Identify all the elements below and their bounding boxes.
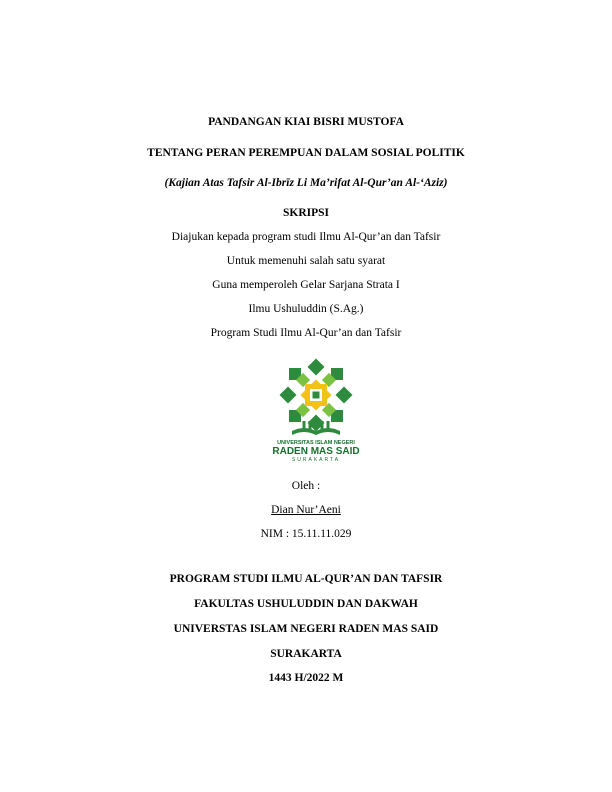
university-logo xyxy=(262,355,370,463)
purpose-line-3: Guna memperoleh Gelar Sarjana Strata I xyxy=(212,279,400,291)
university-name: UNIVERSTAS ISLAM NEGERI RADEN MAS SAID xyxy=(173,623,439,635)
purpose-line-5: Program Studi Ilmu Al-Qur’an dan Tafsir xyxy=(210,327,402,339)
purpose-line-1: Diajukan kepada program studi Ilmu Al-Qur’an dan Tafsir xyxy=(171,231,441,243)
by-label: Oleh : xyxy=(291,480,321,492)
logo-text-2: RADEN MAS SAID xyxy=(272,446,360,457)
logo-text-3: SURAKARTA xyxy=(291,457,341,463)
faculty-name: FAKULTAS USHULUDDIN DAN DAKWAH xyxy=(194,598,418,610)
star-emblem-icon xyxy=(280,359,353,435)
logo-text-1: UNIVERSITAS ISLAM NEGERI xyxy=(277,440,355,446)
title-line-2: TENTANG PERAN PEREMPUAN DALAM SOSIAL POLITIK xyxy=(147,147,465,159)
purpose-line-4: Ilmu Ushuluddin (S.Ag.) xyxy=(248,303,364,315)
title-line-1: PANDANGAN KIAI BISRI MUSTOFA xyxy=(208,116,404,128)
purpose-line-2: Untuk memenuhi salah satu syarat xyxy=(226,255,386,267)
doc-type: SKRIPSI xyxy=(282,207,330,219)
city: SURAKARTA xyxy=(270,648,342,660)
student-id: NIM : 15.11.11.029 xyxy=(260,528,352,540)
year: 1443 H/2022 M xyxy=(268,672,344,684)
author-name: Dian Nur’Aeni xyxy=(271,504,341,516)
program-name: PROGRAM STUDI ILMU AL-QUR’AN DAN TAFSIR xyxy=(169,573,443,585)
subtitle: (Kajian Atas Tafsir Al-Ibrīz Li Ma’rifat Al-Qur’an Al-‘Aziz) xyxy=(164,177,448,189)
